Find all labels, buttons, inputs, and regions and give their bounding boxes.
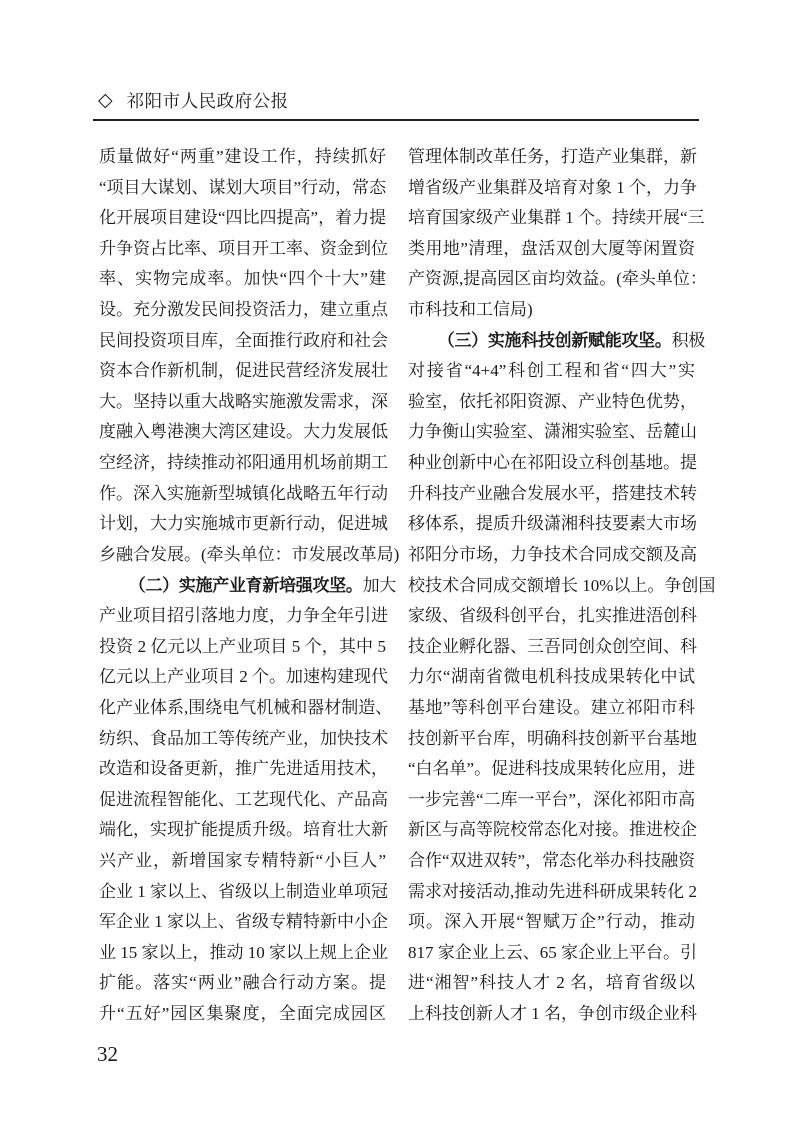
diamond-icon: ◇ xyxy=(98,90,113,111)
text-line: 度融入粤港澳大湾区建设。大力发展低 xyxy=(99,422,388,442)
text-line: 资本合作新机制，促进民营经济发展壮 xyxy=(99,361,388,381)
text-line: 投资 2 亿元以上产业项目 5 个，其中 5 xyxy=(99,636,386,656)
text-line: 率、实物完成率。加快“四个十大”建 xyxy=(99,269,386,289)
text-line: 类用地”清理，盘活双创大厦等闲置资 xyxy=(408,238,695,258)
text-line: 项。深入开展“智赋万企”行动，推动 xyxy=(408,912,695,932)
text-line: 促进流程智能化、工艺现代化、产品高 xyxy=(99,789,388,809)
text-line: 管理体制改革任务，打造产业集群，新 xyxy=(408,147,697,166)
text-line: 化开展项目建设“四比四提高”，着力提 xyxy=(99,208,387,228)
text-line: 企业 1 家以上、省级以上制造业单项冠 xyxy=(99,881,388,901)
text-line: 力尔“湖南省微电机科技成果转化中试 xyxy=(408,667,695,687)
text-line: 化产业体系,围绕电气机械和器材制造、 xyxy=(99,697,393,717)
text-line: 种业创新中心在祁阳设立科创基地。提 xyxy=(408,453,697,473)
text-line: 技创新平台库，明确科技创新平台基地 xyxy=(408,728,697,748)
text-line: 校技术合同成交额增长 10%以上。争创国 xyxy=(408,575,716,595)
text-line: 合作“双进双转”，常态化举办科技融资 xyxy=(408,851,696,871)
text-line: “项目大谋划、谋划大项目”行动，常态 xyxy=(99,177,387,197)
text-line: 升“五好”园区集聚度，全面完成园区 xyxy=(99,1004,386,1024)
text-column-right xyxy=(408,142,716,1030)
text-line: 纺织、食品加工等传统产业，加快技术 xyxy=(99,728,388,748)
text-line: 改造和设备更新，推广先进适用技术， xyxy=(99,759,388,779)
text-line: 祁阳分市场，力争技术合同成交额及高 xyxy=(408,544,697,564)
text-line: 兴产业，新增国家专精特新“小巨人” xyxy=(99,851,386,871)
page-number: 32 xyxy=(97,1042,118,1066)
text-line: 产资源,提高园区亩均效益。(牵头单位： xyxy=(408,269,707,289)
text-line: 验室，依托祁阳资源、产业特色优势， xyxy=(408,391,697,411)
text-line: 家级、省级科创平台，扎实推进浯创科 xyxy=(408,606,697,626)
text-line: “白名单”。促进科技成果转化应用，进 xyxy=(408,759,696,779)
text-line: （二）实施产业育新培强攻坚。加大 xyxy=(128,575,396,595)
text-column-left xyxy=(99,142,400,1030)
text-line: 升争资占比率、项目开工率、资金到位 xyxy=(99,238,388,258)
page-header xyxy=(98,90,289,112)
text-line: 817 家企业上云、65 家企业上平台。引 xyxy=(408,942,697,962)
text-line: 业 15 家以上，推动 10 家以上规上企业 xyxy=(99,942,388,962)
text-line: 培育国家级产业集群 1 个。持续开展“三 xyxy=(408,208,705,228)
text-line: 基地”等科创平台建设。建立祁阳市科 xyxy=(408,697,695,717)
text-line: 对接省“4+4”科创工程和省“四大”实 xyxy=(408,361,695,381)
text-line: 扩能。落实“两业”融合行动方案。提 xyxy=(99,973,386,993)
text-line: 市科技和工信局) xyxy=(408,300,533,320)
text-line: 产业项目招引落地力度，力争全年引进 xyxy=(99,606,388,626)
text-line: 进“湘智”科技人才 2 名，培育省级以 xyxy=(408,973,695,993)
text-line: 技企业孵化器、三吾同创众创空间、科 xyxy=(408,636,697,656)
text-line: 民间投资项目库，全面推行政府和社会 xyxy=(99,330,388,350)
text-line: 空经济，持续推动祁阳通用机场前期工 xyxy=(99,453,388,473)
text-line: 大。坚持以重大战略实施激发需求，深 xyxy=(99,391,388,411)
text-line: 亿元以上产业项目 2 个。加速构建现代 xyxy=(99,667,388,687)
text-line: 作。深入实施新型城镇化战略五年行动 xyxy=(99,483,388,503)
text-line: （三）实施科技创新赋能攻坚。积极 xyxy=(437,330,705,350)
text-line: 军企业 1 家以上、省级专精特新中小企 xyxy=(99,912,388,932)
gazette-title: 祁阳市人民政府公报 xyxy=(126,91,289,111)
text-line: 一步完善“二库一平台”，深化祁阳市高 xyxy=(408,789,696,809)
text-line: 上科技创新人才 1 名，争创市级企业科 xyxy=(408,1004,697,1024)
body-columns xyxy=(99,142,716,1030)
header-rule xyxy=(93,119,699,121)
text-line: 设。充分激发民间投资活力，建立重点 xyxy=(99,300,388,320)
text-line: 计划，大力实施城市更新行动，促进城 xyxy=(99,514,388,534)
text-line: 新区与高等院校常态化对接。推进校企 xyxy=(408,820,697,840)
text-line: 质量做好“两重”建设工作，持续抓好 xyxy=(99,147,386,166)
text-line: 乡融合发展。(牵头单位：市发展改革局) xyxy=(99,544,400,564)
text-line: 需求对接活动,推动先进科研成果转化 2 xyxy=(408,881,697,901)
text-line: 端化，实现扩能提质升级。培育壮大新 xyxy=(99,820,388,840)
text-line: 升科技产业融合发展水平，搭建技术转 xyxy=(408,483,697,503)
text-line: 增省级产业集群及培育对象 1 个，力争 xyxy=(408,177,697,197)
text-line: 移体系，提质升级潇湘科技要素大市场 xyxy=(408,514,697,534)
text-line: 力争衡山实验室、潇湘实验室、岳麓山 xyxy=(408,422,697,442)
